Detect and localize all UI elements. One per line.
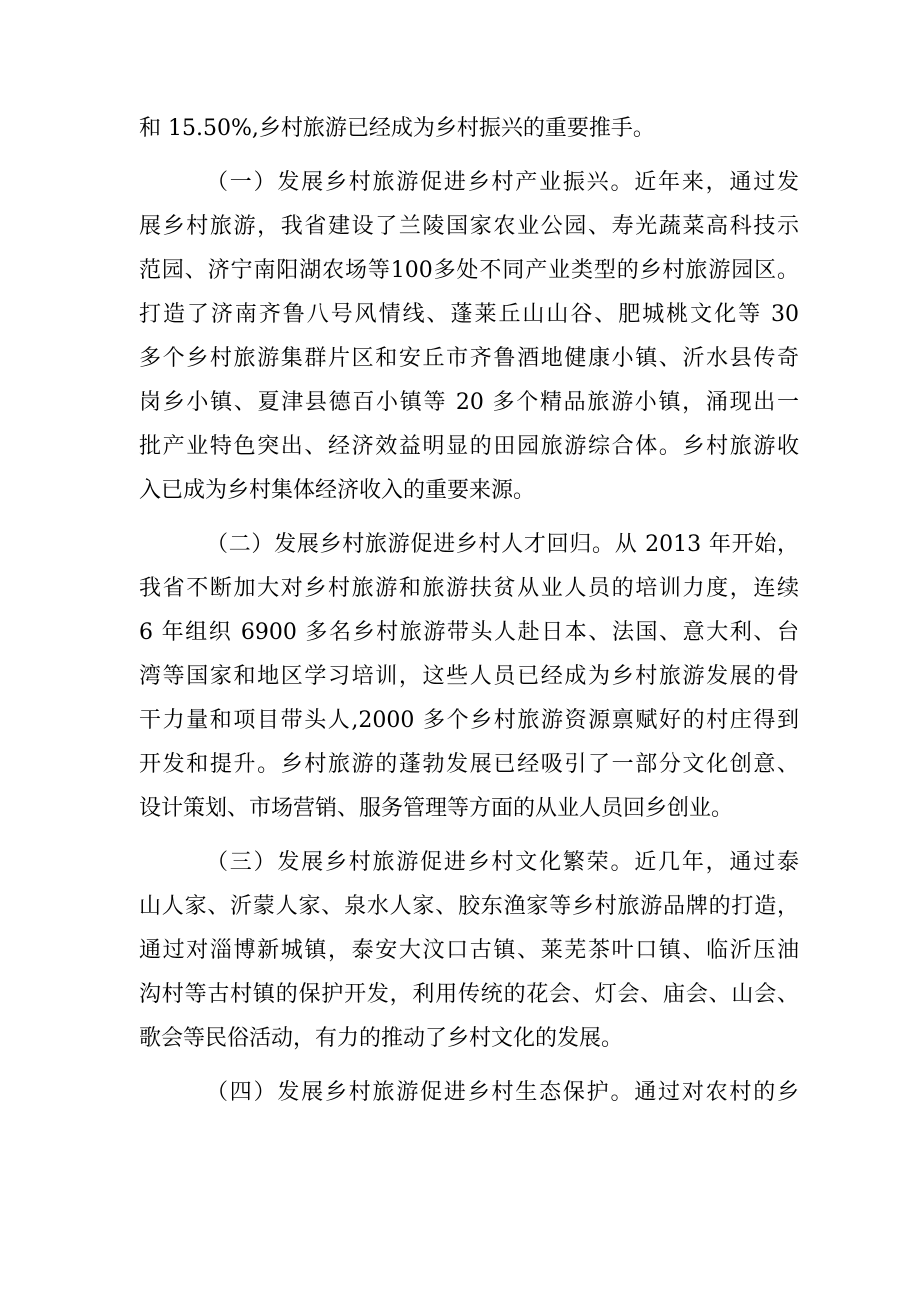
text-line: 入已成为乡村集体经济收入的重要来源。 [139,478,536,503]
text-line: 展乡村旅游，我省建设了兰陵国家农业公园、寿光蔬菜高科技示 [139,214,799,239]
text-line: 沟村等古村镇的保护开发，利用传统的花会、灯会、庙会、山会、 [139,982,799,1007]
text-line: 开发和提升。乡村旅游的蓬勃发展已经吸引了一部分文化创意、 [139,752,799,777]
text-line: 打造了济南齐鲁八号风情线、蓬莱丘山山谷、肥城桃文化等 30 [139,302,799,327]
text-line: （一）发展乡村旅游促进乡村产业振兴。近年来，通过发 [206,170,799,195]
text-line: （二）发展乡村旅游促进乡村人才回归。从 2013 年开始， [206,532,799,557]
text-line: 湾等国家和地区学习培训，这些人员已经成为乡村旅游发展的骨 [139,664,799,689]
text-line: 我省不断加大对乡村旅游和旅游扶贫从业人员的培训力度，连续 [139,576,799,601]
text-line: 6 年组织 6900 多名乡村旅游带头人赴日本、法国、意大利、台 [139,620,799,645]
text-line: 歌会等民俗活动，有力的推动了乡村文化的发展。 [139,1026,624,1051]
text-line: （四）发展乡村旅游促进乡村生态保护。通过对农村的乡 [206,1080,799,1105]
text-line: 通过对淄博新城镇，泰安大汶口古镇、莱芜茶叶口镇、临沂压油 [139,938,799,963]
text-line: 批产业特色突出、经济效益明显的田园旅游综合体。乡村旅游收 [139,434,799,459]
text-line: 山人家、沂蒙人家、泉水人家、胶东渔家等乡村旅游品牌的打造， [139,894,799,919]
text-line: 干力量和项目带头人,2000 多个乡村旅游资源禀赋好的村庄得到 [139,708,799,733]
text-line: 设计策划、市场营销、服务管理等方面的从业人员回乡创业。 [139,796,734,821]
text-line: 多个乡村旅游集群片区和安丘市齐鲁酒地健康小镇、沂水县传奇 [139,346,799,371]
text-line: 范园、济宁南阳湖农场等100多处不同产业类型的乡村旅游园区。 [139,258,799,283]
text-line: 和 15.50%,乡村旅游已经成为乡村振兴的重要推手。 [139,116,655,141]
text-line: 岗乡小镇、夏津县德百小镇等 20 多个精品旅游小镇，涌现出一 [139,390,799,415]
text-line: （三）发展乡村旅游促进乡村文化繁荣。近几年，通过泰 [206,850,799,875]
